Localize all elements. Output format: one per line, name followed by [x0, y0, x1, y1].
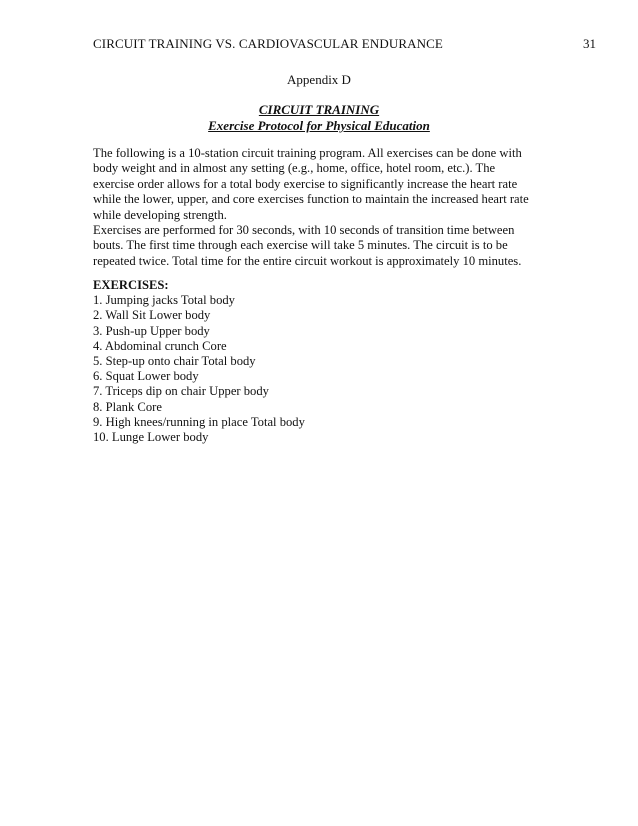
title-line-1: CIRCUIT TRAINING	[258, 102, 380, 117]
exercises-section	[93, 278, 305, 445]
exercise-item: 1. Jumping jacks Total body	[93, 293, 235, 308]
exercise-item: 9. High knees/running in place Total body	[93, 414, 305, 429]
exercise-item: 7. Triceps dip on chair Upper body	[93, 384, 269, 399]
paragraph-timing: Exercises are performed for 30 seconds, with 10 seconds of transition time between bouts. The first time through each exercise will take 5 minutes. The circuit is to be repeated twice. Total time for the entire circuit workout is approximately 10 minutes.	[93, 223, 522, 268]
exercise-list	[93, 293, 305, 445]
title-block	[0, 102, 638, 134]
exercise-item: 5. Step-up onto chair Total body	[93, 354, 256, 369]
appendix-label: Appendix D	[287, 72, 351, 87]
exercise-item: 2. Wall Sit Lower body	[93, 308, 211, 323]
exercise-item: 10. Lunge Lower body	[93, 430, 209, 445]
exercise-item: 6. Squat Lower body	[93, 369, 199, 384]
paragraph-intro: The following is a 10-station circuit training program. All exercises can be done with body weight and in almost any setting (e.g., home, office, hotel room, etc.). The exercise order allows for a total body exercise to significantly increase the heart rate while the lower, upper, and core exercises function to maintain the increased heart rate while developing strength.	[93, 146, 529, 222]
body-text	[93, 146, 538, 269]
running-head: CIRCUIT TRAINING VS. CARDIOVASCULAR ENDURANCE	[93, 36, 443, 51]
exercise-item: 8. Plank Core	[93, 399, 162, 414]
title-line-2: Exercise Protocol for Physical Education	[208, 118, 430, 133]
exercise-item: 4. Abdominal crunch Core	[93, 338, 227, 353]
exercise-item: 3. Push-up Upper body	[93, 323, 210, 338]
page-number: 31	[583, 36, 596, 51]
exercises-heading: EXERCISES:	[93, 278, 169, 292]
